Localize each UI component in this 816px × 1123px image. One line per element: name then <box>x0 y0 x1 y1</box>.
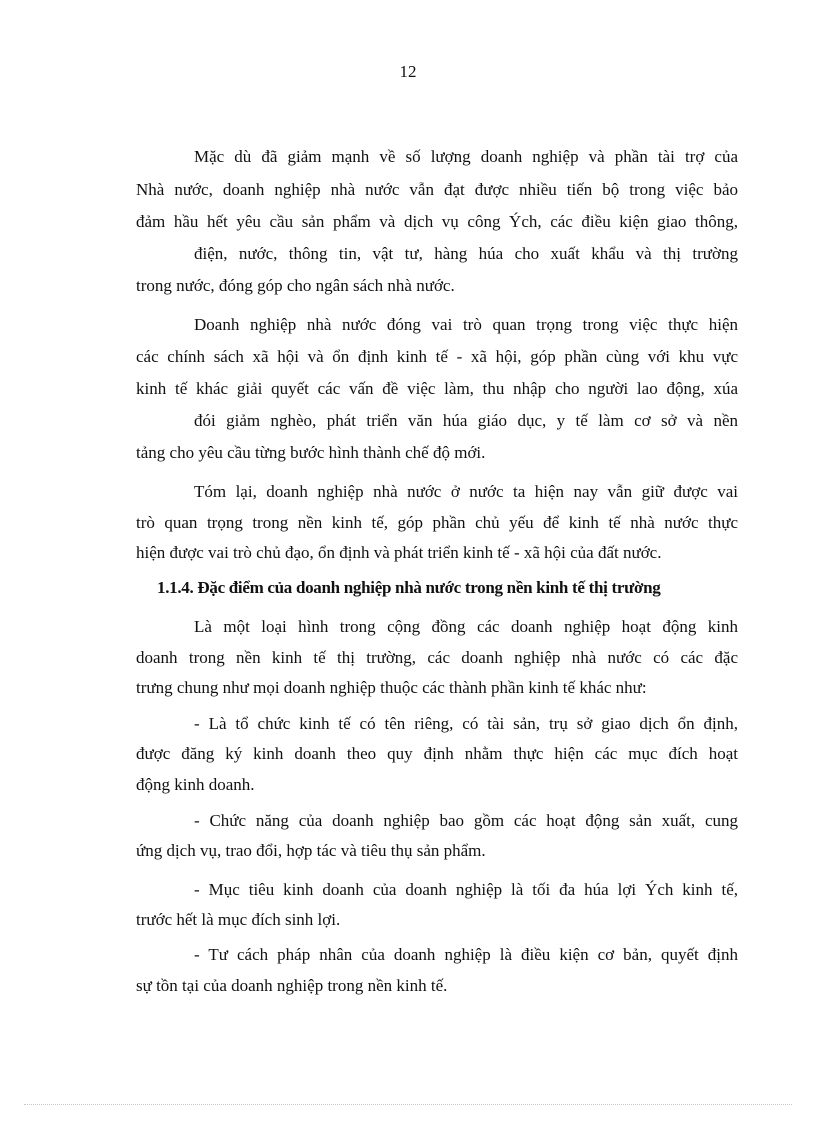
paragraph-line: Là một loại hình trong cộng đồng các doanh nghiệp hoạt động kinh <box>194 617 738 636</box>
paragraph-line: hiện được vai trò chủ đạo, ổn định và phát triển kinh tế - xã hội của đất nước. <box>136 543 662 562</box>
paragraph-line: trưng chung như mọi doanh nghiệp thuộc các thành phần kinh tế khác như: <box>136 678 647 697</box>
bullet-line: - Chức năng của doanh nghiệp bao gồm các hoạt động sản xuất, cung <box>194 811 738 830</box>
bullet-line: - Tư cách pháp nhân của doanh nghiệp là điều kiện cơ bản, quyết định <box>194 945 738 964</box>
paragraph-line: Doanh nghiệp nhà nước đóng vai trò quan trọng trong việc thực hiện <box>194 315 738 334</box>
bullet-line: động kinh doanh. <box>136 775 255 794</box>
paragraph-line: đói giảm nghèo, phát triển văn húa giáo dục, y tế làm cơ sở và nền <box>194 411 738 430</box>
paragraph-line: Nhà nước, doanh nghiệp nhà nước vẫn đạt được nhiều tiến bộ trong việc bảo <box>136 180 738 199</box>
paragraph-line: Tóm lại, doanh nghiệp nhà nước ở nước ta hiện nay vẫn giữ được vai <box>194 482 738 501</box>
paragraph-line: các chính sách xã hội và ổn định kinh tế - xã hội, góp phần cùng với khu vực <box>136 347 738 366</box>
paragraph-line: trong nước, đóng góp cho ngân sách nhà nước. <box>136 276 455 295</box>
bullet-line: trước hết là mục đích sinh lợi. <box>136 910 341 929</box>
paragraph-line: điện, nước, thông tin, vật tư, hàng húa cho xuất khẩu và thị trường <box>194 244 738 263</box>
paragraph-line: Mặc dù đã giảm mạnh về số lượng doanh nghiệp và phần tài trợ của <box>194 147 738 166</box>
bullet-line: - Là tổ chức kinh tế có tên riêng, có tài sản, trụ sở giao dịch ổn định, <box>194 714 738 733</box>
paragraph-line: tảng cho yêu cầu từng bước hình thành chế độ mới. <box>136 443 486 462</box>
bullet-line: được đăng ký kinh doanh theo quy định nhằm thực hiện các mục đích hoạt <box>136 744 738 763</box>
page-number: 12 <box>399 62 417 81</box>
paragraph-line: trò quan trọng trong nền kinh tế, góp phần chủ yếu để kinh tế nhà nước thực <box>136 513 738 532</box>
bullet-line: - Mục tiêu kinh doanh của doanh nghiệp là tối đa húa lợi Ých kinh tế, <box>194 880 738 899</box>
bullet-line: ứng dịch vụ, trao đổi, hợp tác và tiêu thụ sản phẩm. <box>136 841 486 860</box>
paragraph-line: doanh trong nền kinh tế thị trường, các doanh nghiệp nhà nước có các đặc <box>136 648 738 667</box>
paragraph-line: kinh tế khác giải quyết các vấn đề việc làm, thu nhập cho người lao động, xúa <box>136 379 738 398</box>
paragraph-line: đảm hầu hết yêu cầu sản phẩm và dịch vụ công Ých, các điều kiện giao thông, <box>136 212 738 231</box>
section-heading: 1.1.4. Đặc điểm của doanh nghiệp nhà nước trong nền kinh tế thị trường <box>157 578 661 597</box>
bullet-line: sự tồn tại của doanh nghiệp trong nền kinh tế. <box>136 976 448 995</box>
page-bottom-divider <box>24 1104 792 1105</box>
